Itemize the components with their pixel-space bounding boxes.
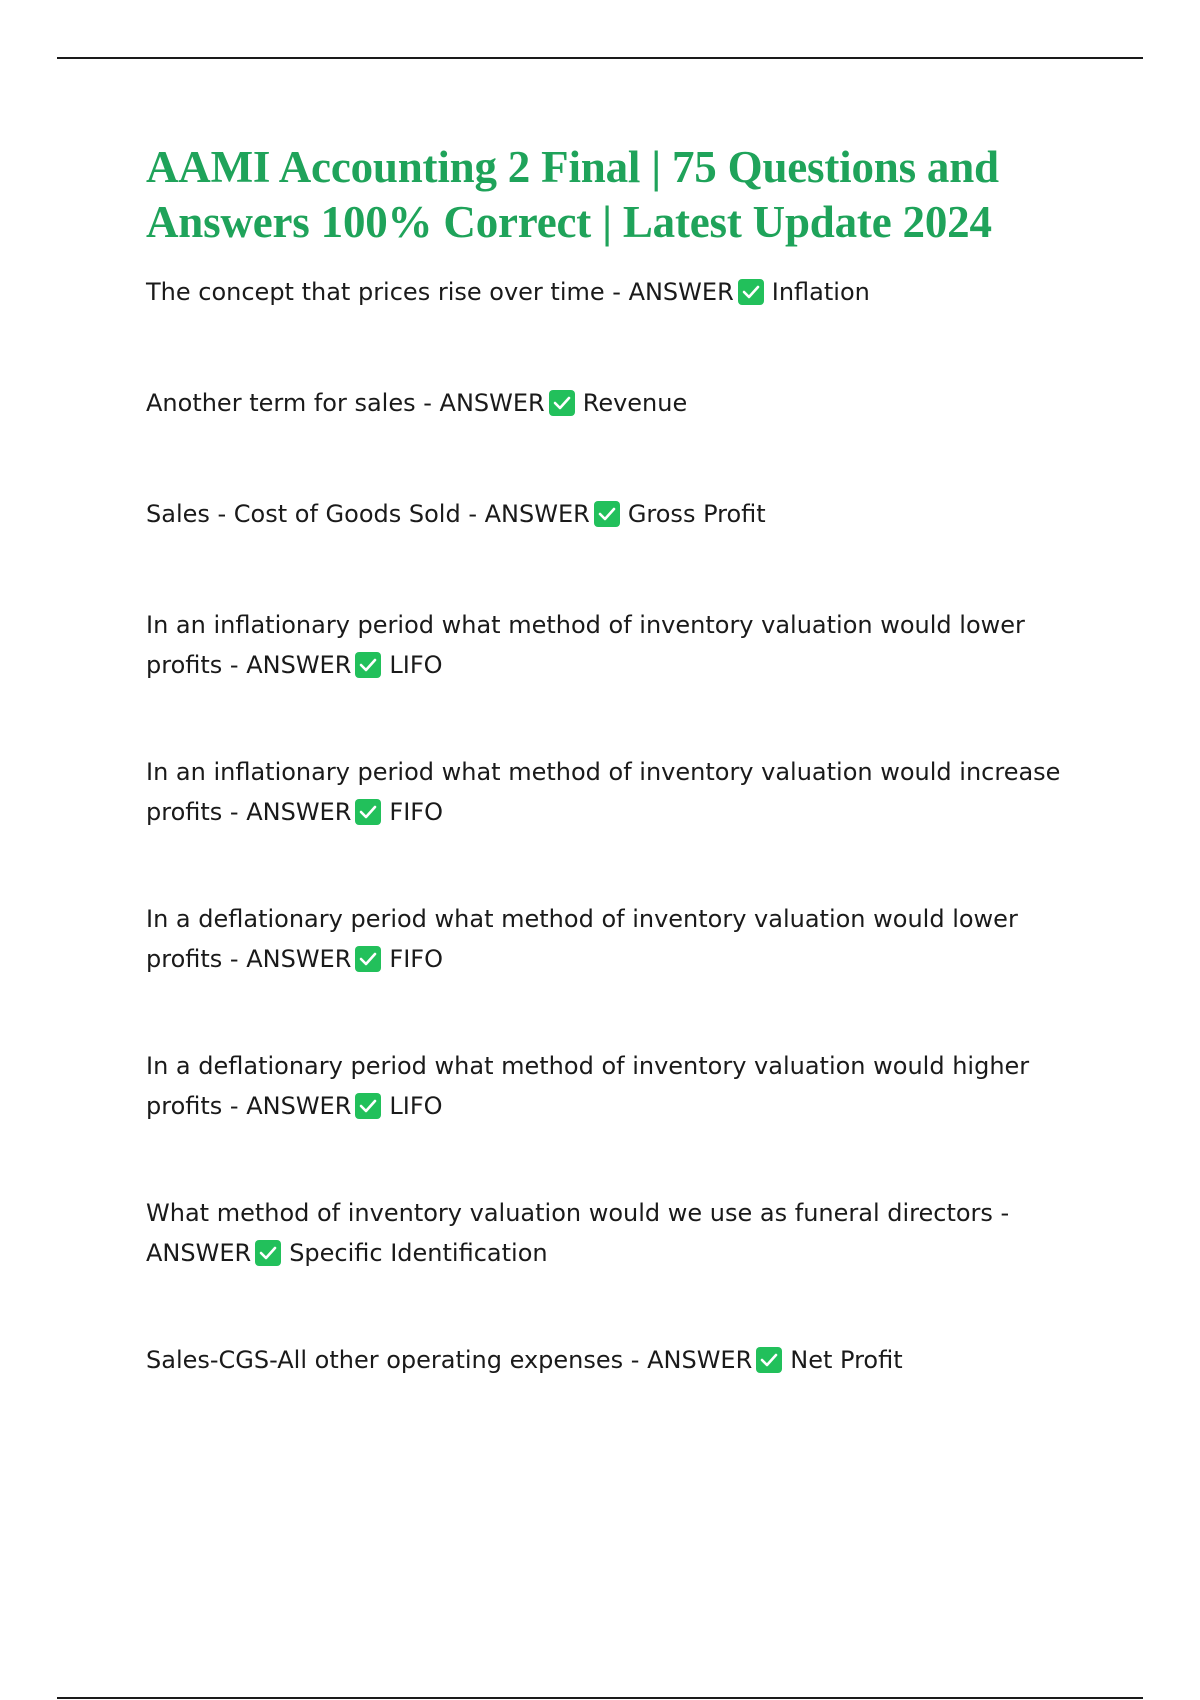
answer-marker: ANSWER (146, 1239, 252, 1267)
qa-question: In a deflationary period what method of inventory valuation would higher profits - (146, 1052, 1030, 1120)
qa-answer: Gross Profit (627, 500, 766, 528)
qa-item (146, 1046, 1096, 1126)
answer-marker: ANSWER (246, 651, 352, 679)
qa-item (146, 605, 1096, 685)
answer-marker: ANSWER (484, 500, 590, 528)
answer-marker: ANSWER (647, 1346, 753, 1374)
green-check-box-icon (549, 390, 575, 416)
green-check-box-icon (355, 1093, 381, 1119)
answer-marker: ANSWER (246, 798, 352, 826)
qa-answer: LIFO (389, 1092, 443, 1120)
qa-item (146, 272, 1096, 312)
document-content (146, 140, 1096, 1380)
qa-list (146, 272, 1096, 1380)
qa-question: What method of inventory valuation would we use as funeral directors - (146, 1199, 1010, 1227)
qa-answer: Inflation (771, 278, 870, 306)
qa-question: In a deflationary period what method of inventory valuation would lower profits - (146, 905, 1018, 973)
qa-answer: FIFO (389, 945, 443, 973)
qa-answer: Net Profit (790, 1346, 903, 1374)
green-check-box-icon (756, 1347, 782, 1373)
qa-answer: Specific Identification (289, 1239, 548, 1267)
green-check-box-icon (355, 946, 381, 972)
green-check-box-icon (355, 799, 381, 825)
qa-item (146, 752, 1096, 832)
qa-question: Another term for sales - (146, 389, 432, 417)
answer-marker: ANSWER (439, 389, 545, 417)
qa-item (146, 1193, 1096, 1273)
qa-answer: Revenue (582, 389, 688, 417)
qa-item (146, 383, 1096, 423)
qa-answer: FIFO (389, 798, 443, 826)
answer-marker: ANSWER (246, 945, 352, 973)
qa-item (146, 899, 1096, 979)
green-check-box-icon (355, 652, 381, 678)
qa-question: Sales - Cost of Goods Sold - (146, 500, 477, 528)
answer-marker: ANSWER (246, 1092, 352, 1120)
green-check-box-icon (594, 501, 620, 527)
document-title: AAMI Accounting 2 Final | 75 Questions and Answers 100% Correct | Latest Update 2024 (146, 142, 999, 247)
qa-item (146, 494, 1096, 534)
qa-question: In an inflationary period what method of inventory valuation would increase profits - (146, 758, 1061, 826)
qa-question: Sales-CGS-All other operating expenses - (146, 1346, 640, 1374)
qa-answer: LIFO (389, 651, 443, 679)
green-check-box-icon (738, 279, 764, 305)
qa-question: In an inflationary period what method of inventory valuation would lower profits - (146, 611, 1025, 679)
green-check-box-icon (255, 1240, 281, 1266)
answer-marker: ANSWER (628, 278, 734, 306)
qa-question: The concept that prices rise over time - (146, 278, 621, 306)
top-rule (57, 57, 1143, 59)
bottom-rule (57, 1697, 1143, 1699)
qa-item (146, 1340, 1096, 1380)
